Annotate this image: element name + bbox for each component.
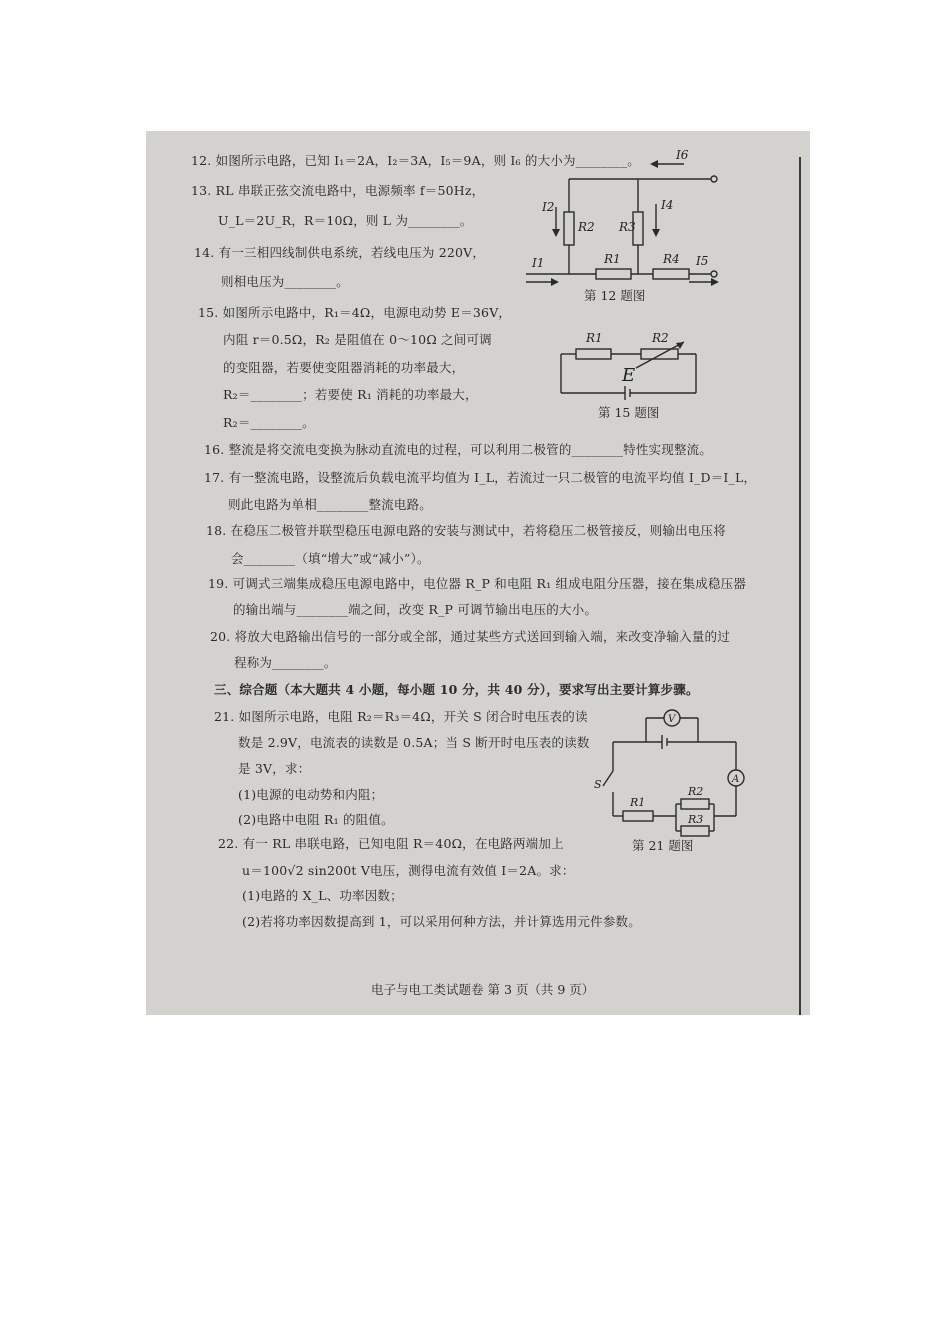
question-15-line5: R₂＝________。 bbox=[223, 415, 315, 430]
label-r2: R2 bbox=[652, 331, 669, 345]
question-15-line2: 内阻 r＝0.5Ω，R₂ 是阻值在 0～10Ω 之间可调 bbox=[223, 332, 492, 347]
question-13-line1: 13. RL 串联正弦交流电路中，电源频率 f＝50Hz， bbox=[191, 183, 485, 198]
question-19-line1: 19. 可调式三端集成稳压电源电路中，电位器 R_P 和电阻 R₁ 组成电阻分压器，接在集成稳压器 bbox=[208, 576, 747, 591]
label-i4: I4 bbox=[661, 198, 674, 212]
label-r3: R3 bbox=[688, 813, 704, 826]
question-13-line2: U_L＝2U_R，R＝10Ω，则 L 为________。 bbox=[218, 213, 473, 228]
question-22-sub1: (1)电路的 X_L、功率因数； bbox=[242, 888, 403, 903]
label-i1: I1 bbox=[532, 256, 545, 270]
question-21-line1: 21. 如图所示电路，电阻 R₂＝R₃＝4Ω，开关 S 闭合时电压表的读 bbox=[214, 709, 588, 724]
question-22-sub2: (2)若将功率因数提高到 1，可以采用何种方法，并计算选用元件参数。 bbox=[242, 914, 641, 929]
question-14-line1: 14. 有一三相四线制供电系统，若线电压为 220V， bbox=[194, 245, 486, 260]
question-21-line3: 是 3V，求： bbox=[238, 761, 311, 776]
label-r4: R4 bbox=[663, 252, 680, 266]
margin-line bbox=[799, 157, 801, 1015]
voltmeter-label: V bbox=[668, 714, 676, 725]
label-e: E bbox=[622, 365, 636, 386]
question-16: 16. 整流是将交流电变换为脉动直流电的过程，可以利用二极管的________特性实现整流。 bbox=[204, 442, 713, 457]
figure-12-caption: 第 12 题图 bbox=[584, 288, 646, 303]
question-12: 12. 如图所示电路，已知 I₁＝2A，I₂＝3A，I₅＝9A，则 I₆ 的大小为________。 bbox=[191, 153, 641, 168]
question-15-line1: 15. 如图所示电路中，R₁＝4Ω，电源电动势 E＝36V， bbox=[198, 305, 512, 320]
question-22-line1: 22. 有一 RL 串联电路，已知电阻 R＝40Ω，在电路两端加上 bbox=[218, 836, 564, 851]
figure-21-caption: 第 21 题图 bbox=[632, 838, 694, 853]
question-20-line2: 程称为________。 bbox=[234, 655, 337, 670]
figure-12-circuit bbox=[516, 149, 726, 284]
question-17-line1: 17. 有一整流电路，设整流后负载电流平均值为 I_L，若流过一只二极管的电流平均值 I_D＝I_L， bbox=[204, 470, 757, 485]
label-i6: I6 bbox=[676, 148, 689, 162]
question-21-sub1: (1)电源的电动势和内阻； bbox=[238, 787, 384, 802]
question-22-line2: u＝100√2 sin200t V电压，测得电流有效值 I＝2A。求： bbox=[242, 863, 575, 878]
question-15-line3: 的变阻器，若要使变阻器消耗的功率最大， bbox=[223, 360, 465, 375]
ammeter-label: A bbox=[732, 774, 740, 785]
question-14-line2: 则相电压为________。 bbox=[221, 274, 349, 289]
label-i2: I2 bbox=[542, 200, 555, 214]
question-17-line2: 则此电路为单相________整流电路。 bbox=[228, 497, 433, 512]
page-footer: 电子与电工类试题卷 第 3 页（共 9 页） bbox=[371, 982, 595, 997]
label-r1: R1 bbox=[586, 331, 603, 345]
question-21-line2: 数是 2.9V，电流表的读数是 0.5A；当 S 断开时电压表的读数 bbox=[238, 735, 590, 750]
label-r1: R1 bbox=[604, 252, 621, 266]
exam-page bbox=[146, 131, 810, 1015]
figure-15-circuit bbox=[556, 326, 706, 401]
question-19-line2: 的输出端与________端之间，改变 R_P 可调节输出电压的大小。 bbox=[233, 602, 598, 617]
label-r2: R2 bbox=[578, 220, 595, 234]
label-r3: R3 bbox=[619, 220, 636, 234]
switch-label: S bbox=[594, 778, 602, 791]
figure-15-caption: 第 15 题图 bbox=[598, 405, 660, 420]
label-r2: R2 bbox=[688, 785, 704, 798]
question-18-line2: 会________（填“增大”或“减小”）。 bbox=[231, 551, 430, 566]
question-18-line1: 18. 在稳压二极管并联型稳压电源电路的安装与测试中，若将稳压二极管接反，则输出电压将 bbox=[206, 523, 726, 538]
label-r1: R1 bbox=[630, 796, 646, 809]
figure-21-circuit bbox=[586, 706, 746, 836]
question-20-line1: 20. 将放大电路输出信号的一部分或全部，通过某些方式送回到输入端，来改变净输入量的过 bbox=[210, 629, 730, 644]
label-i5: I5 bbox=[696, 254, 709, 268]
question-15-line4: R₂＝________；若要使 R₁ 消耗的功率最大， bbox=[223, 387, 478, 402]
section-3-heading: 三、综合题（本大题共 4 小题，每小题 10 分，共 40 分），要求写出主要计算步骤。 bbox=[214, 682, 699, 697]
question-21-sub2: (2)电路中电阻 R₁ 的阻值。 bbox=[238, 812, 394, 827]
